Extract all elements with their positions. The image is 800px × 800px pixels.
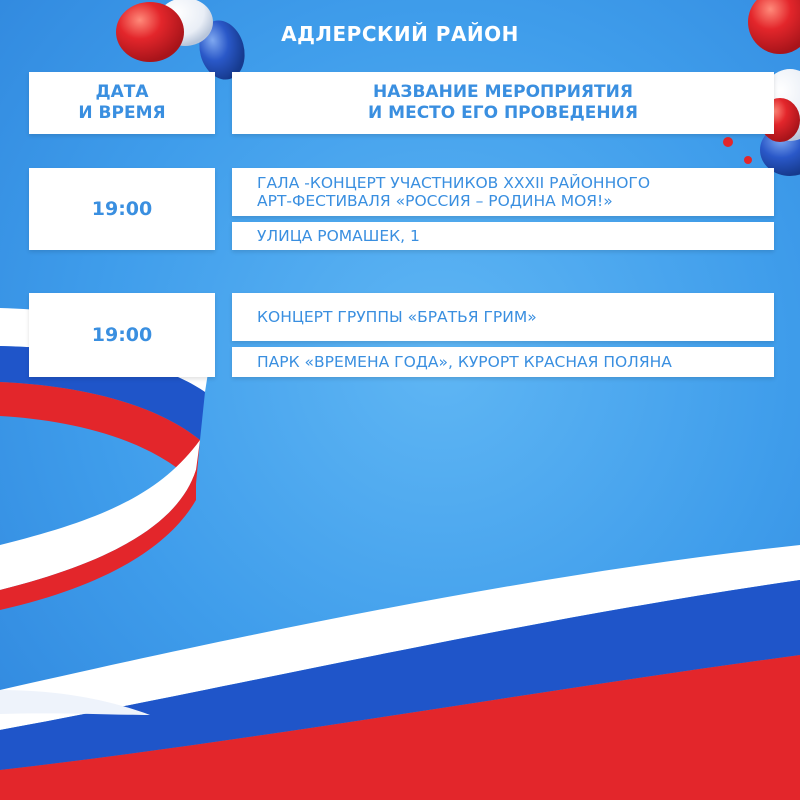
event-2-name: КОНЦЕРТ ГРУППЫ «БРАТЬЯ ГРИМ» [257,308,537,326]
header-event-line1: НАЗВАНИЕ МЕРОПРИЯТИЯ [373,82,633,102]
header-event-line2: И МЕСТО ЕГО ПРОВЕДЕНИЯ [368,103,638,123]
header-event-cell [232,72,774,134]
district-title: АДЛЕРСКИЙ РАЙОН [281,22,519,46]
event-1-place-cell [232,222,774,250]
event-2-time: 19:00 [91,324,153,346]
event-2-place: ПАРК «ВРЕМЕНА ГОДА», КУРОРТ КРАСНАЯ ПОЛЯНА [257,353,672,371]
event-1-name-line2: АРТ-ФЕСТИВАЛЯ «РОССИЯ – РОДИНА МОЯ!» [257,192,613,210]
event-1-time-cell [29,168,215,250]
event-2-place-cell [232,347,774,377]
event-1-place: УЛИЦА РОМАШЕК, 1 [257,227,420,245]
flag-ribbon-bottom [0,545,800,800]
event-1-name-line1: ГАЛА -КОНЦЕРТ УЧАСТНИКОВ XXXII РАЙОННОГО [257,174,651,192]
confetti-dot [723,137,733,147]
event-1-name-cell [232,168,774,216]
confetti-dot [744,156,752,164]
header-date-cell [29,72,215,134]
event-2-time-cell [29,293,215,377]
header-date-line1: ДАТА [95,82,149,102]
event-1-time: 19:00 [91,198,153,220]
header-date-line2: И ВРЕМЯ [78,103,166,123]
event-2-name-cell [232,293,774,341]
